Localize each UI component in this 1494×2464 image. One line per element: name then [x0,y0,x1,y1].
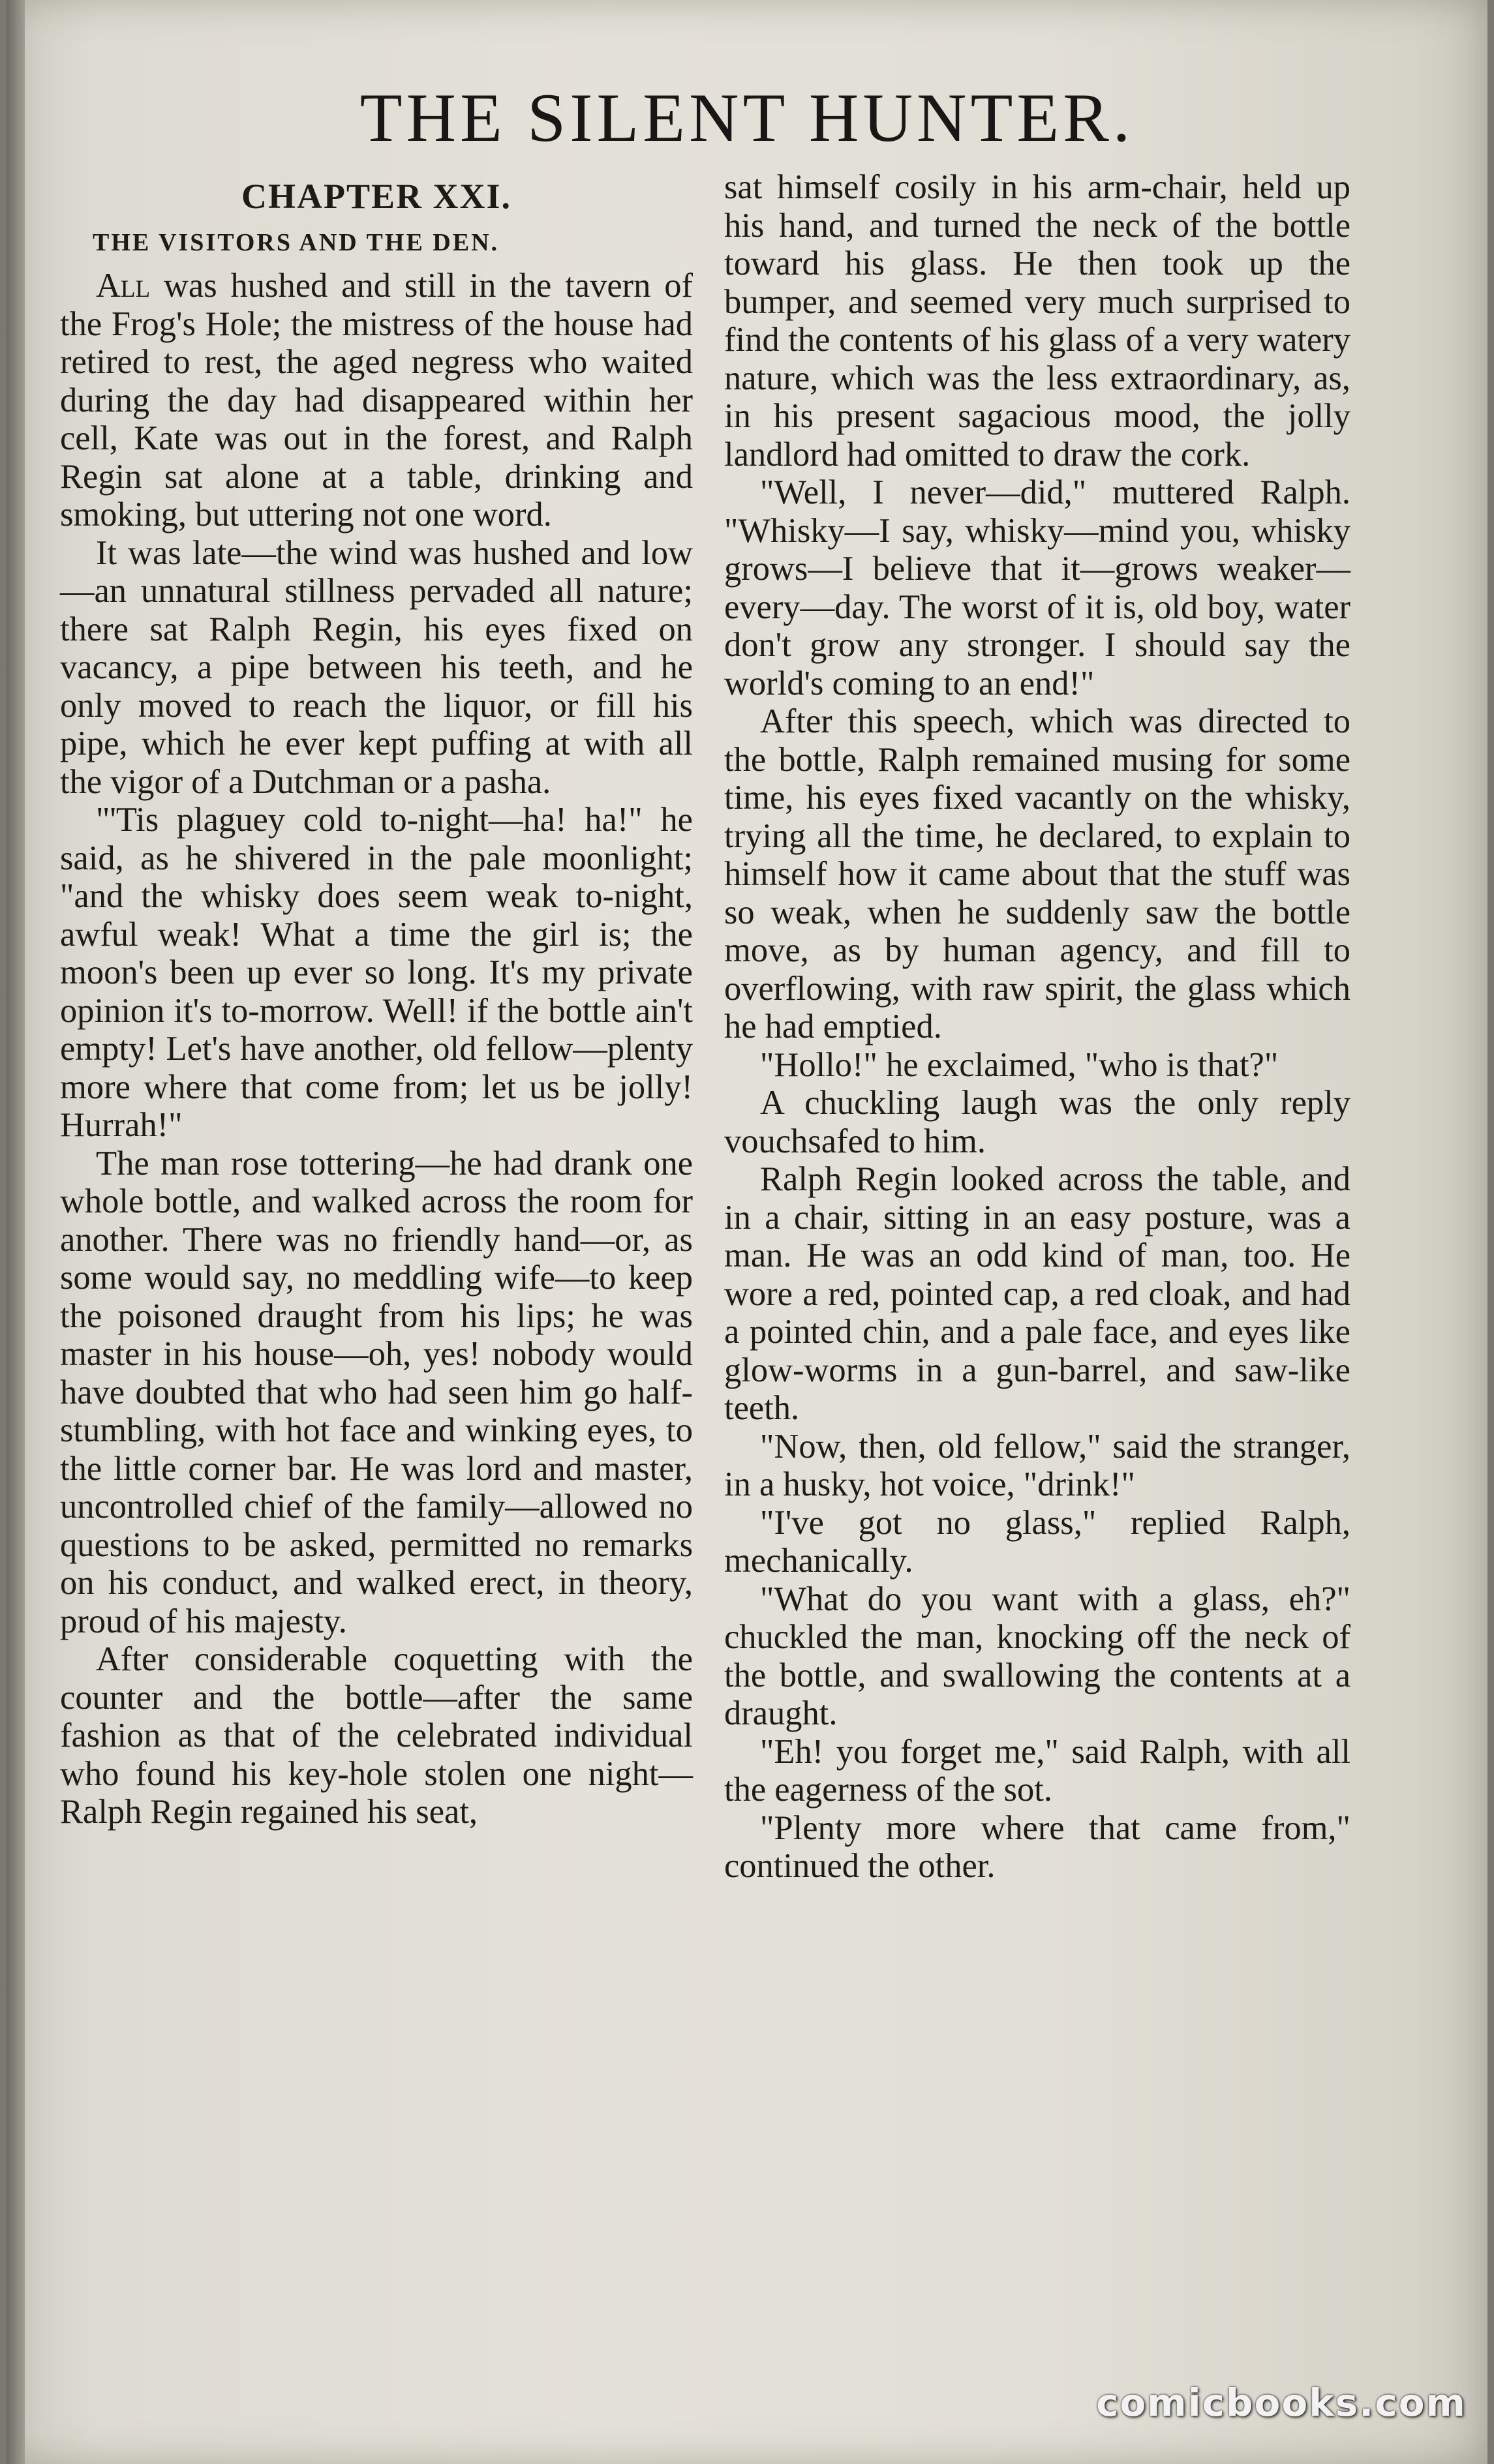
watermark: comicbooks.com [1096,2381,1467,2425]
chapter-heading: CHAPTER XXI. [241,177,512,216]
right-paragraph-3: After this speech, which was directed to the bottle, Ralph remained musing for some time, his eyes fixed vacantly on the whisky, trying all the time, he declared, to explain to himself how it came about that the stuff was so weak, when he suddenly saw the bottle move, as by human agency, and fill to overflowing, with raw spirit, the glass which he had emptied. [724,702,1350,1045]
right-paragraph-1: sat himself cosily in his arm-chair, held up his hand, and turned the neck of the bottle toward his glass. He then took up the bumper, and seemed very much surprised to find the contents of his glass of a very watery nature, which was the less extraordinary, as, in his present sagacious mood, the jolly landlord had omitted to draw the cork. [724,168,1350,473]
left-paragraph-2: It was late—the wind was hushed and low—an unnatural stillness pervaded all nature; there sat Ralph Regin, his eyes fixed on vacancy, a pipe between his teeth, and he only moved to reach the liquor, or fill his pipe, which he ever kept puffing at with all the vigor of a Dutchman or a pasha. [60,533,693,801]
right-paragraph-9: "What do you want with a glass, eh?" chuckled the man, knocking off the neck of the bottle, and swallowing the contents at a draught. [724,1580,1350,1732]
right-paragraph-2: "Well, I never—did," muttered Ralph. "Whisky—I say, whisky—mind you, whisky grows—I believe that it—grows weaker—every—day. The worst of it is, old boy, water don't grow any stronger. I should say the world's coming to an end!" [724,473,1350,702]
page-spine-shadow [7,0,25,2464]
right-column [724,168,1350,1886]
left-paragraph-5: After considerable coquetting with the counter and the bottle—after the same fashion as that of the celebrated individual who found his key-hole stolen one night—Ralph Regin regained his seat, [60,1640,693,1831]
right-paragraph-10: "Eh! you forget me," said Ralph, with all the eagerness of the sot. [724,1732,1350,1809]
left-paragraph-3: "'Tis plaguey cold to-night—ha! ha!" he said, as he shivered in the pale moonlight; "and the whisky does seem weak to-night, awful weak! What a time the girl is; the moon's been up ever so long. It's my private opinion it's to-morrow. Well! if the bottle ain't empty! Let's have another, old fellow—plenty more where that come from; let us be jolly! Hurrah!" [60,801,693,1144]
left-paragraph-1-text: was hushed and still in the tavern of the Frog's Hole; the mistress of the house had retired to rest, the aged negress who waited during the day had disappeared within her cell, Kate was out in the forest, and Ralph Regin sat alone at a table, drinking and smoking, but uttering not one word. [60,267,693,533]
chapter-subtitle: THE VISITORS AND THE DEN. [93,228,500,256]
right-paragraph-4: "Hollo!" he exclaimed, "who is that?" [760,1045,1279,1084]
right-paragraph-11: "Plenty more where that came from," continued the other. [724,1809,1350,1885]
right-paragraph-6: Ralph Regin looked across the table, and in a chair, sitting in an easy posture, was a man. He was an odd kind of man, too. He wore a red, pointed cap, a red cloak, and had a pointed chin, and a pale face, and eyes like glow-worms in a gun-barrel, and saw-like teeth. [724,1160,1350,1427]
left-paragraph-4: The man rose tottering—he had drank one whole bottle, and walked across the room for another. There was no friendly hand—or, as some would say, no meddling wife—to keep the poisoned draught from his lips; he was master in his house—oh, yes! nobody would have doubted that who had seen him go half-stumbling, with hot face and winking eyes, to the little corner bar. He was lord and master, uncontrolled chief of the family—allowed no questions to be asked, permitted no remarks on his conduct, and walked erect, in theory, proud of his majesty. [60,1144,693,1640]
left-column [60,168,693,1831]
drop-word: All [96,267,151,305]
left-paragraph-1 [60,267,693,534]
right-paragraph-8: "I've got no glass," replied Ralph, mechanically. [724,1503,1350,1580]
right-paragraph-7: "Now, then, old fellow," said the stranger, in a husky, hot voice, "drink!" [724,1427,1350,1503]
right-paragraph-5: A chuckling laugh was the only reply vouchsafed to him. [724,1084,1350,1160]
page-title: THE SILENT HUNTER. [359,80,1135,156]
